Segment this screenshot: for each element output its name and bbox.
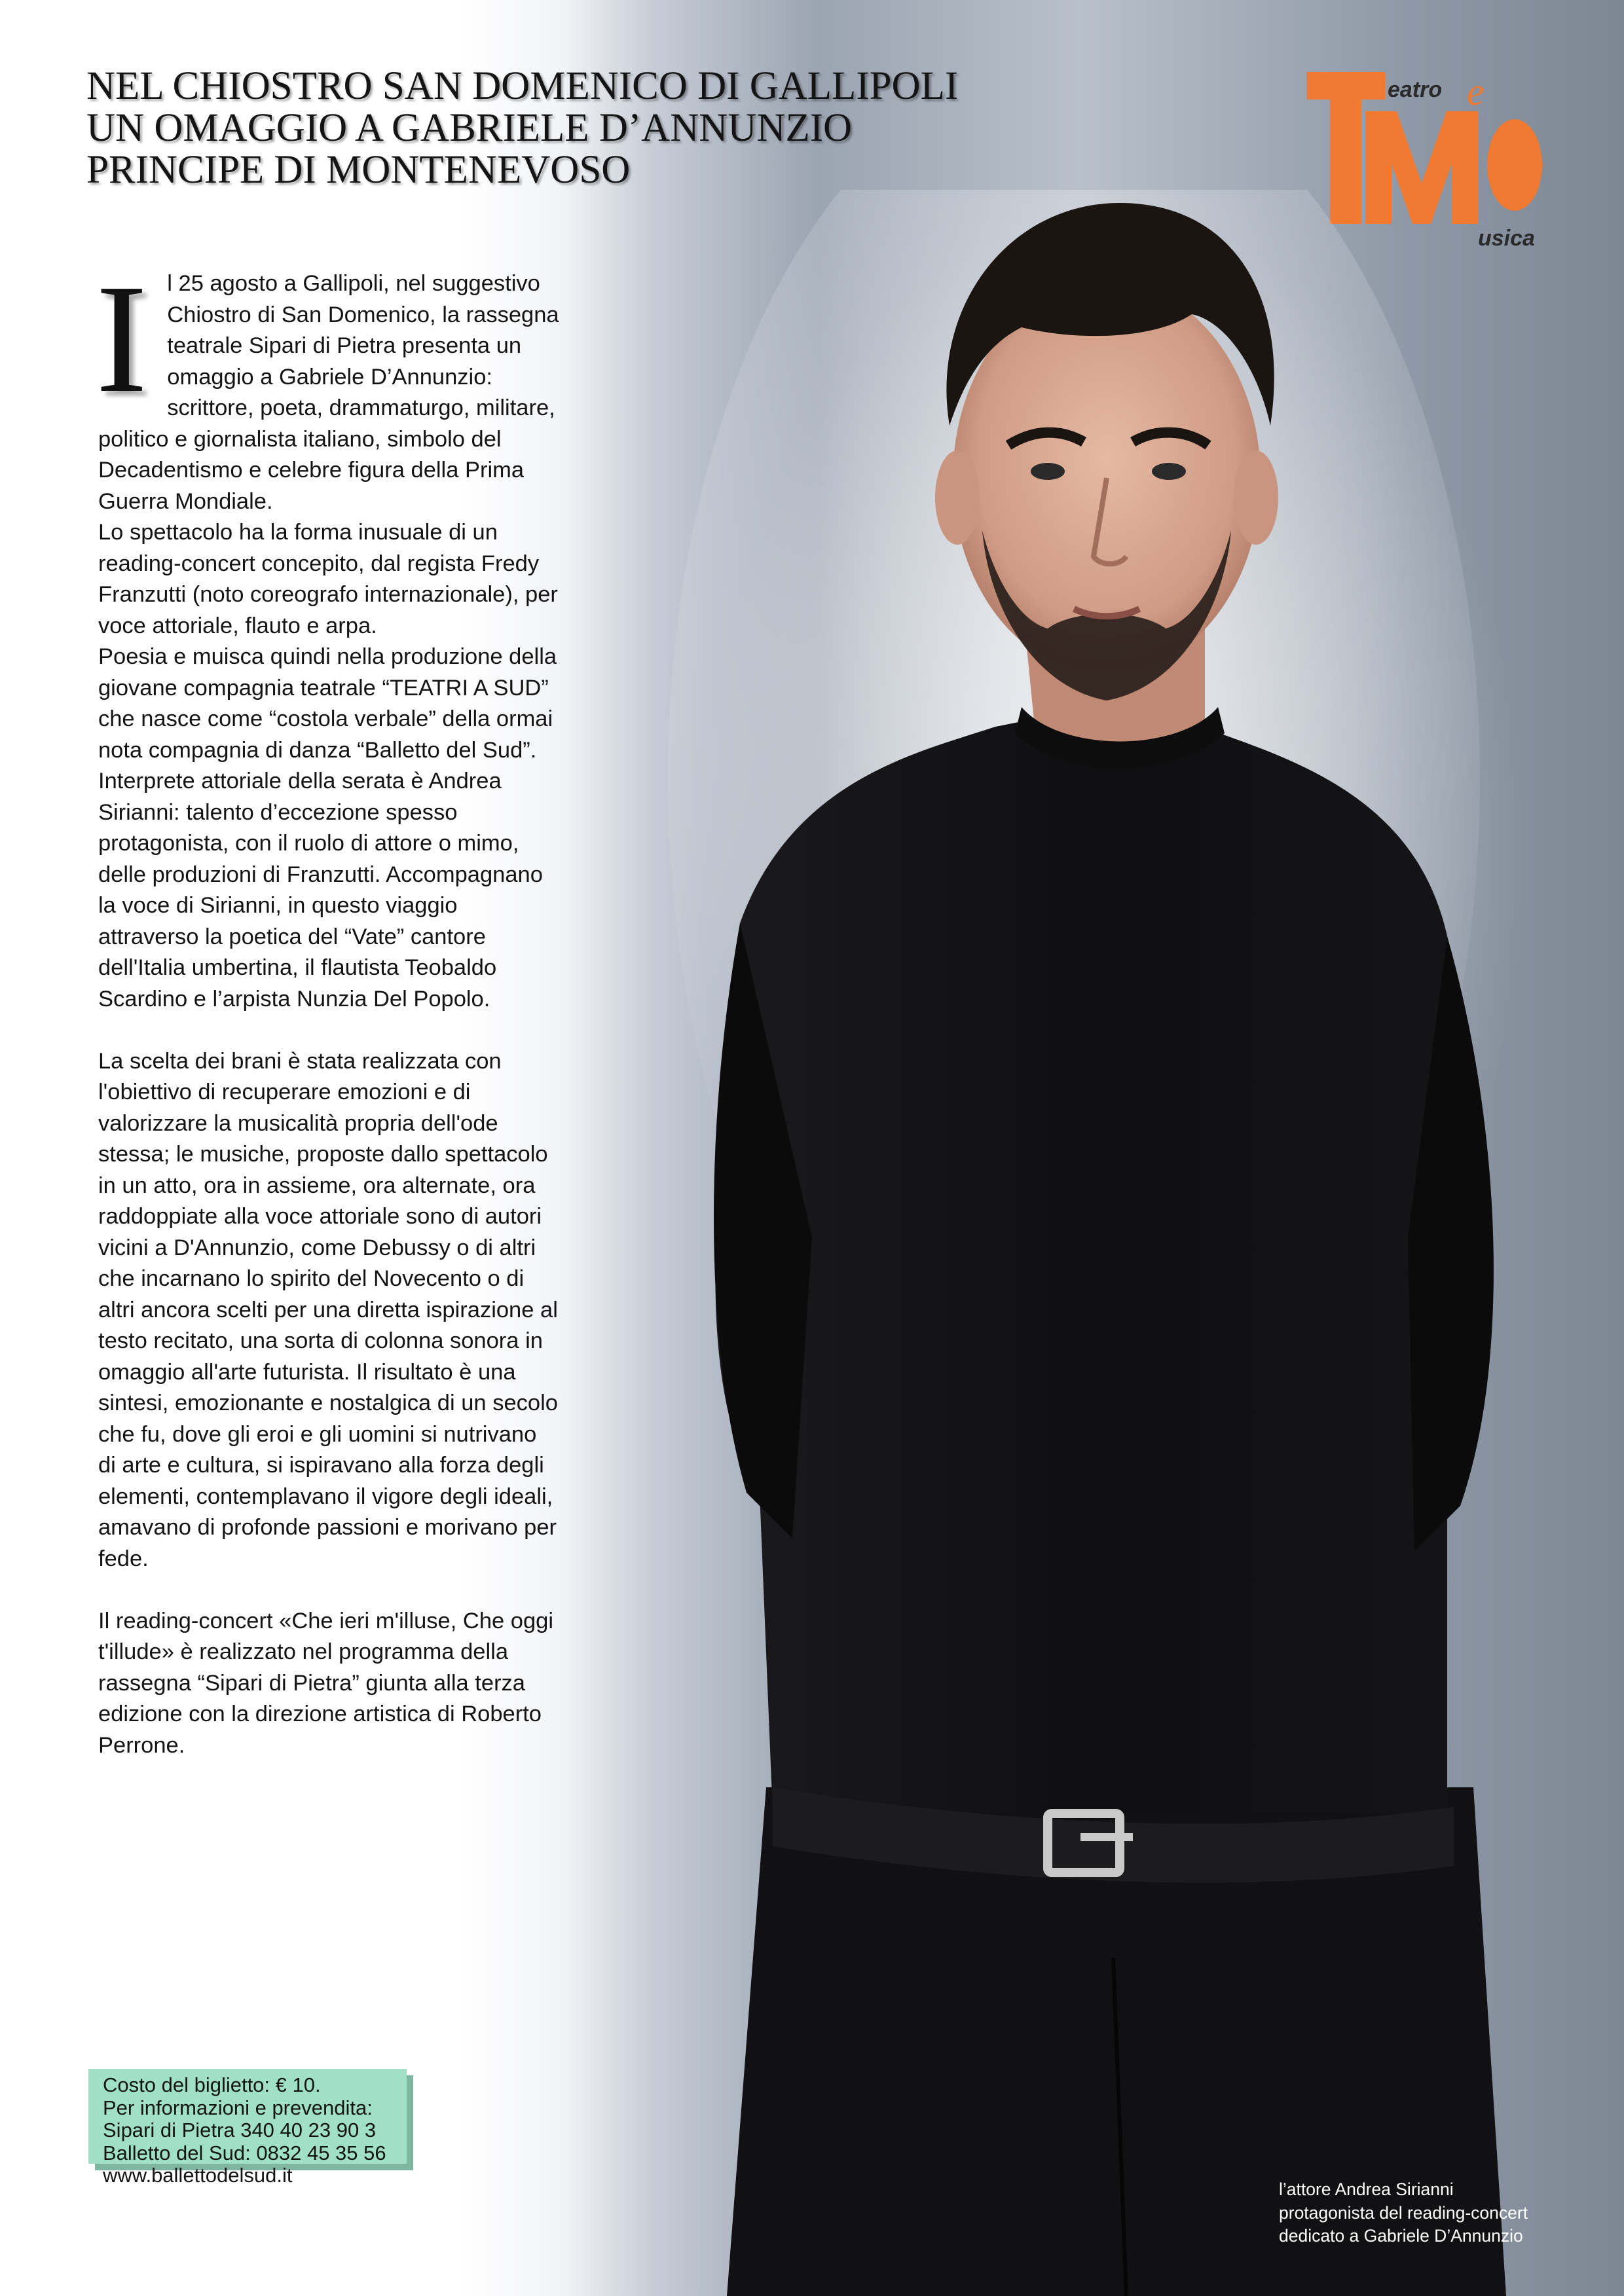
caption-line-2: protagonista del reading-concert	[1279, 2202, 1528, 2223]
caption-line-3: dedicato a Gabriele D’Annunzio	[1279, 2226, 1523, 2246]
actor-photo	[576, 190, 1624, 2296]
ticket-price: Costo del biglietto: € 10.	[103, 2073, 321, 2096]
info-heading: Per informazioni e prevendita:	[103, 2096, 373, 2119]
ticket-info-box	[88, 2069, 407, 2187]
website-link[interactable]: www.ballettodelsud.it	[103, 2164, 293, 2187]
drop-cap: I	[96, 253, 148, 425]
caption-line-1: l’attore Andrea Sirianni	[1279, 2179, 1454, 2199]
article-paragraph-1	[96, 253, 560, 517]
headline-line-3: PRINCIPE DI MONTENEVOSO	[86, 148, 631, 192]
paragraph-1-text: l 25 agosto a Gallipoli, nel suggestivo Chiostro di San Domenico, la rassegna teatrale Sipari di Pietra presenta un omaggio a Gabriele D’Annunzio: scrittore, poeta, drammaturgo, militare, politico e giornalista italiano, simbolo del Decadentismo e celebre figura della Prima Guerra Mondiale.	[98, 271, 559, 514]
contact-balletto: Balletto del Sud: 0832 45 35 56	[103, 2141, 386, 2164]
logo-word-musica: usica	[1478, 226, 1535, 251]
article-paragraph-6: Il reading-concert «Che ieri m'illuse, Che oggi t'illude» è realizzato nel programma della rassegna “Sipari di Pietra” giunta alla terza edizione con la direzione artistica di Roberto Perrone.	[98, 1608, 554, 1758]
article-body	[96, 253, 560, 1761]
logo-word-e: e	[1467, 70, 1485, 113]
article-paragraph-3: Poesia e muisca quindi nella produzione della giovane compagnia teatrale “TEATRI A SUD” che nasce come “costola verbale” della ormai nota compagnia di danza “Balletto del Sud”.	[98, 644, 557, 763]
photo-caption	[1279, 2178, 1593, 2248]
article-paragraph-5: La scelta dei brani è stata realizzata con l'obiettivo di recuperare emozioni e di valorizzare la musicalità propria dell'ode stessa; le musiche, proposte dallo spettacolo in un atto, ora in assieme, ora alternate, ora raddoppiate alla voce attoriale sono di autori vicini a D'Annunzio, come Debussy o di altri che incarnano lo spirito del Novecento o di altri ancora scelti per una diretta ispirazione al testo recitato, una sorta di colonna sonora in omaggio all'arte futurista. Il risultato è una sintesi, emozionante e nostalgica di un secolo che fu, dove gli eroi e gli uomini si nutrivano di arte e cultura, si ispiravano alla forza degli elementi, contemplavano il vigore degli ideali, amavano di profonde passioni e morivano per fede.	[98, 1048, 558, 1571]
headline-line-2: UN OMAGGIO A GABRIELE D’ANNUNZIO	[86, 106, 853, 150]
logo-word-teatro: eatro	[1388, 77, 1443, 102]
headline	[86, 65, 1095, 191]
article-paragraph-4: Interprete attoriale della serata è Andrea Sirianni: talento d’eccezione spesso protagonista, con il ruolo di attore o mimo, delle produzioni di Franzutti. Accompagnano la voce di Sirianni, in questo viaggio attraverso la poetica del “Vate” cantore dell'Italia umbertina, il flautista Teobaldo Scardino e l’arpista Nunzia Del Popolo.	[98, 769, 543, 1011]
headline-line-1: NEL CHIOSTRO SAN DOMENICO DI GALLIPOLI	[86, 64, 959, 108]
contact-sipari: Sipari di Pietra 340 40 23 90 3	[103, 2119, 377, 2141]
article-paragraph-2: Lo spettacolo ha la forma inusuale di un reading-concert concepito, dal regista Fredy Franzutti (noto coreografo internazionale), per voce attoriale, flauto e arpa.	[98, 520, 558, 638]
